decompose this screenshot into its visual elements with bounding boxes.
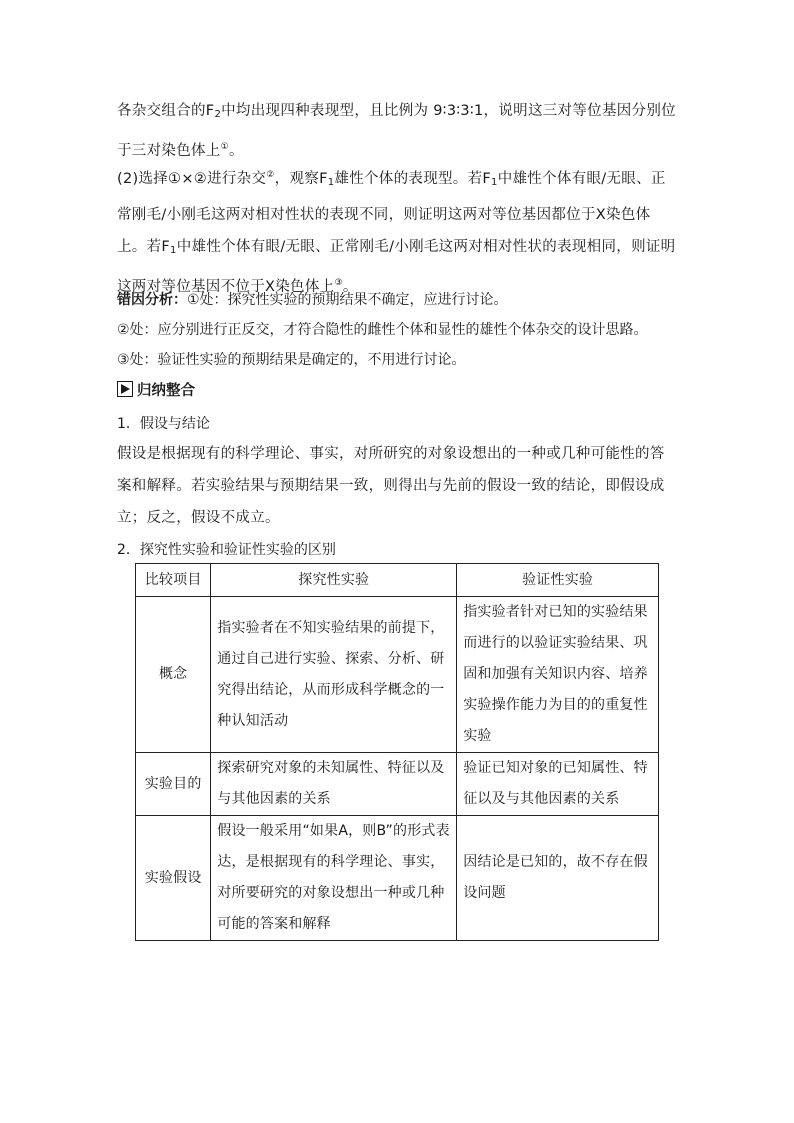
- row-label-cell: 实验假设: [136, 816, 211, 941]
- text-segment: 中雄性个体有眼/无眼、正常刚毛/小刚毛这两对相对性状的表现相同，则证明这两对等位基因不位于X染色体上: [117, 239, 676, 295]
- table-header-cell: 探究性实验: [211, 564, 457, 597]
- text-segment: 。: [342, 279, 358, 295]
- explore-cell: 指实验者在不知实验结果的前提下，通过自己进行实验、探索、分析、研究得出结论，从而形成科学概念的一种认知活动: [211, 597, 457, 753]
- row-label-cell: 概念: [136, 597, 211, 753]
- text-segment: 雄性个体的表现型。若F: [334, 171, 492, 187]
- explore-cell: 假设一般采用“如果A，则B”的形式表达，是根据现有的科学理论、事实，对所要研究的对象设想出一种或几种可能的答案和解释: [211, 816, 457, 941]
- table-header-cell: 比较项目: [136, 564, 211, 597]
- section-heading: [117, 378, 195, 400]
- table-row: [136, 816, 659, 941]
- text-segment: 。: [228, 143, 244, 159]
- error-analysis-text: ①处：探究性实验的预期结果不确定，应进行讨论。: [187, 292, 508, 308]
- verify-cell: 因结论是已知的，故不存在假设问题: [457, 816, 659, 941]
- note-marker: ②: [266, 170, 275, 180]
- text-segment: 各杂交组合的F: [117, 103, 215, 119]
- subscript: 1: [491, 177, 498, 188]
- note-marker: ①: [220, 142, 229, 152]
- paragraph-cross-design: [117, 159, 677, 303]
- table-header-row: [136, 564, 659, 597]
- subscript: 1: [327, 177, 335, 188]
- row-label-cell: 实验目的: [136, 753, 211, 816]
- play-triangle-icon: [117, 381, 133, 397]
- subscript: 1: [170, 245, 177, 256]
- error-analysis-label: 错因分析：: [117, 292, 187, 308]
- text-segment: 中雄性个体有眼/无眼、正常刚毛/小刚毛这两对相对性状的表现不同，则证明这两对等位基因都位于X染色体上。若F: [117, 171, 666, 255]
- comparison-table: [135, 563, 659, 941]
- verify-cell: 验证已知对象的已知属性、特征以及与其他因素的关系: [457, 753, 659, 816]
- table-row: [136, 753, 659, 816]
- subscript: 2: [214, 109, 222, 120]
- item-2-title: 2．探究性实验和验证性实验的区别: [117, 542, 336, 558]
- table-row: [136, 597, 659, 753]
- section-title: 归纳整合: [137, 382, 195, 399]
- explore-cell: 探索研究对象的未知属性、特征以及与其他因素的关系: [211, 753, 457, 816]
- text-segment: (2)选择①×②进行杂交: [117, 171, 267, 187]
- note-marker: ③: [334, 278, 343, 288]
- paragraph-conclusion: [117, 95, 677, 167]
- error-analysis-line-2: ②处：应分别进行正反交，才符合隐性的雌性个体和显性的雄性个体杂交的设计思路。: [117, 322, 648, 338]
- text-segment: ，观察F: [274, 171, 328, 187]
- text-segment: 中均出现四种表现型，且比例为 9∶3∶3∶1，说明这三对等位基因分别位于三对染色体上: [117, 103, 676, 159]
- table-header-cell: 验证性实验: [457, 564, 659, 597]
- item-1-text: 假设是根据现有的科学理论、事实，对所研究的对象设想出的一种或几种可能性的答案和解释。若实验结果与预期结果一致，则得出与先前的假设一致的结论，即假设成立；反之，假设不成立。: [117, 446, 665, 526]
- verify-cell: 指实验者针对已知的实验结果而进行的以验证实验结果、巩固和加强有关知识内容、培养实验操作能力为目的的重复性实验: [457, 597, 659, 753]
- error-analysis-line-1: [117, 286, 508, 314]
- error-analysis-line-3: ③处：验证性实验的预期结果是确定的，不用进行讨论。: [117, 352, 466, 368]
- item-1-title: 1．假设与结论: [117, 416, 210, 432]
